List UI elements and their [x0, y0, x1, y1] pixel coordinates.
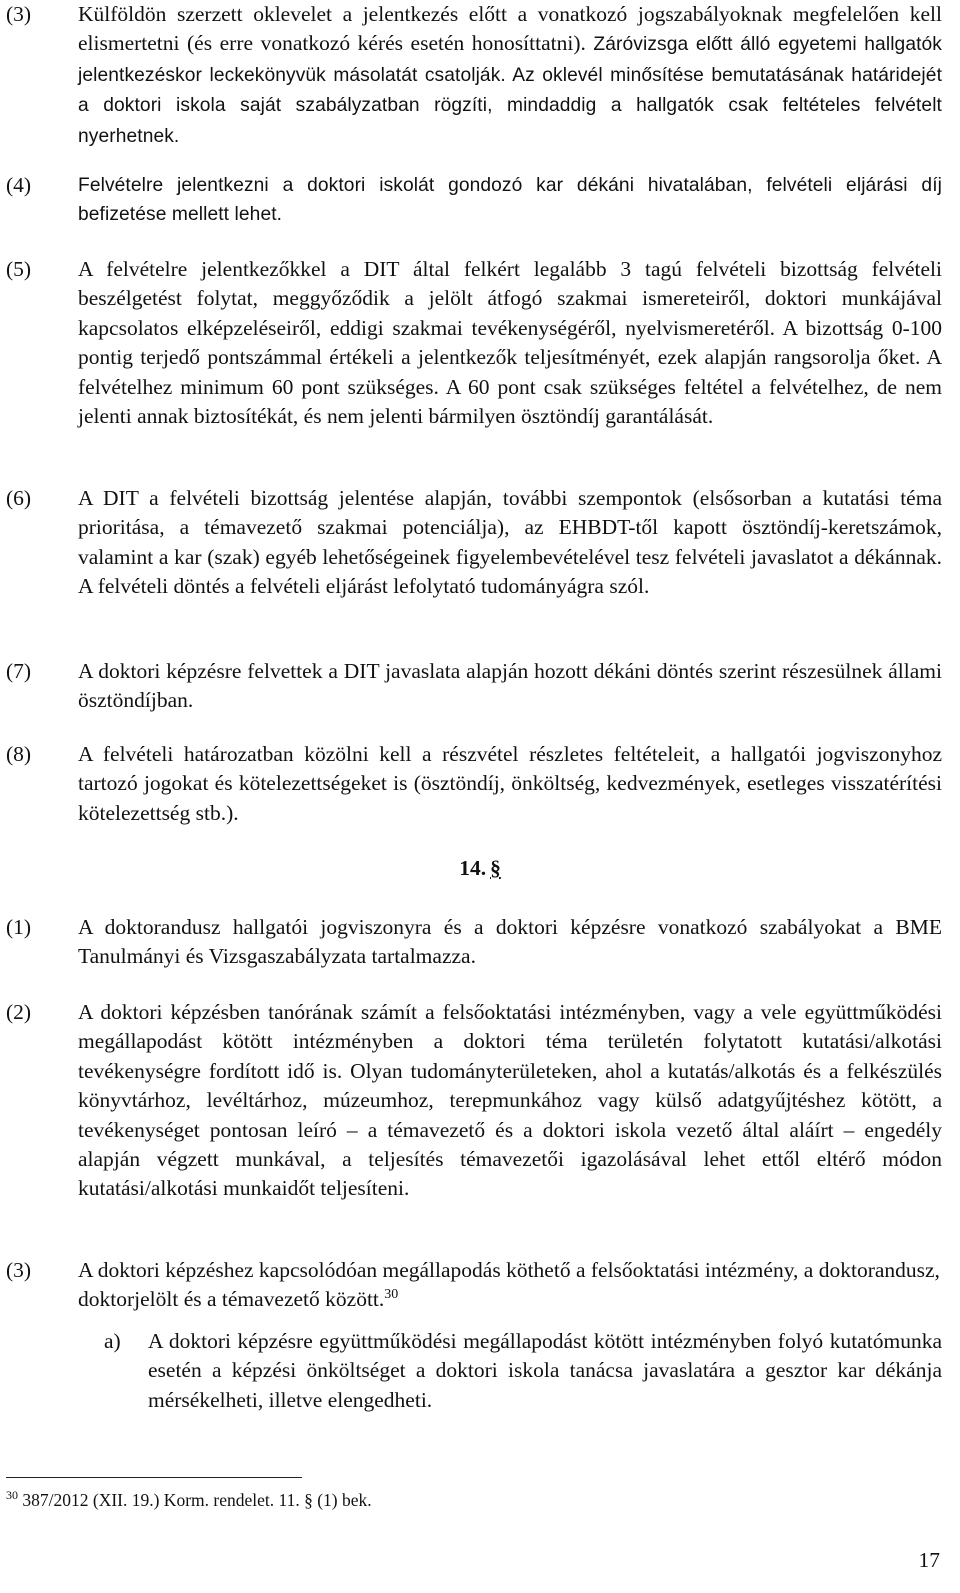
- paragraph-6: [6, 484, 942, 602]
- paragraph-number: (3): [6, 1258, 32, 1282]
- footnote-text: 387/2012 (XII. 19.) Korm. rendelet. 11. § (1) bek.: [18, 1490, 372, 1510]
- paragraph-text: A felvételre jelentkezőkkel a DIT által felkért legalább 3 tagú felvételi bizottság felvételi beszélgetést folytat, meggyőződik a jelölt átfogó szakmai ismereteiről, doktori munkájával kapcsolatos elképzeléseiről, eddigi szakmai tevékenységéről, nyelvismeretéről. A bizottság 0-100 pontig terjedő pontszámmal értékeli a jelentkezők teljesítményét, ezek alapján rangsorolja őket. A felvételhez minimum 60 pont szükséges. A 60 pont csak szükséges feltétel a felvételhez, de nem jelenti annak biztosítékát, és nem jelenti bármilyen ösztöndíj garantálását.: [78, 257, 942, 429]
- paragraph-4: [6, 171, 942, 230]
- footnote-separator: [6, 1477, 302, 1478]
- paragraph-number: (8): [6, 742, 32, 766]
- paragraph-number: (7): [6, 659, 32, 683]
- section-heading: [0, 854, 960, 883]
- paragraph-text-body: A doktori képzéshez kapcsolódóan megállapodás köthető a felsőoktatási intézmény, a doktorandusz, doktorjelölt és a témavezető között.: [78, 1258, 940, 1312]
- paragraph-7: [6, 657, 942, 716]
- section-number: 14.: [459, 856, 487, 880]
- footnote-reference[interactable]: 30: [384, 1287, 399, 1303]
- subitem-label: a): [104, 1329, 121, 1353]
- subitem-a: [104, 1327, 942, 1415]
- subitem-text: A doktori képzésre együttműködési megállapodást kötött intézményben folyó kutatómunka esetén a képzési önköltséget a doktori iskola tanácsa javaslatára a gesztor kar dékánja mérsékelheti, illetve elengedheti.: [148, 1329, 942, 1412]
- paragraph-text: A DIT a felvételi bizottság jelentése alapján, további szempontok (elsősorban a kutatási téma prioritása, a témavezető szakmai potenciálja), az EHBDT-től kapott ösztöndíj-keretszámok, valamint a kar (szak) egyéb lehetőségeinek figyelembevételével tesz felvételi javaslatot a dékánnak. A felvételi döntés a felvételi eljárást lefolytató tudományágra szól.: [78, 486, 942, 599]
- paragraph-text: A doktori képzésben tanórának számít a felsőoktatási intézményben, vagy a vele együttműködési megállapodást kötött intézményben a doktori téma területén folytatott kutatási/alkotási tevékenységre fordított idő is. Olyan tudományterületeken, ahol a kutatás/alkotás és a felkészülés könyvtárhoz, levéltárhoz, múzeumhoz, terepmunkához vagy külső adatgyűjtéshez kötött, a tevékenységet pontosan leíró – a témavezető és a doktori iskola vezető által aláírt – engedély alapján végzett munkával, a teljesítés témavezetői igazolásával lehet ettől eltérő módon kutatási/alkotási munkaidőt teljesíteni.: [78, 1000, 942, 1201]
- paragraph-number: (1): [6, 915, 32, 939]
- paragraph-3-top: [6, 0, 942, 151]
- paragraph-number: (5): [6, 257, 32, 281]
- paragraph-1: [6, 913, 942, 972]
- footnote-number: 30: [6, 1488, 18, 1502]
- page-number: 17: [918, 1548, 940, 1572]
- paragraph-text: [78, 0, 942, 151]
- section-sign: §: [490, 856, 501, 880]
- paragraph-number: (3): [6, 2, 32, 26]
- footnote: [6, 1489, 372, 1511]
- paragraph-text-part-b: Záróvizsga előtt álló egyetemi hallgatók jelentkezéskor leckekönyvük másolatát csatolják. Az oklevél minősítése bemutatásának határidejét a doktori iskola saját szabályzatban rögzíti, mindaddig a hallgatók csak feltételes felvételt nyerhetnek.: [78, 34, 942, 147]
- paragraph-text: Felvételre jelentkezni a doktori iskolát gondozó kar dékáni hivatalában, felvételi eljárási díj befizetése mellett lehet.: [78, 175, 942, 226]
- paragraph-number: (6): [6, 486, 32, 510]
- paragraph-2: [6, 998, 942, 1204]
- paragraph-number: (4): [6, 173, 32, 197]
- paragraph-text: A doktori képzésre felvettek a DIT javaslata alapján hozott dékáni döntés szerint részesülnek állami ösztöndíjban.: [78, 659, 942, 713]
- paragraph-text-part-a: Külföldön szerzett oklevelet a jelentkezés előtt a vonatkozó jogszabályoknak megfelelően kell elismertetni (és erre vonatkozó kérés esetén honosíttatni).: [78, 2, 942, 56]
- paragraph-3-bottom: [6, 1256, 942, 1315]
- paragraph-8: [6, 740, 942, 828]
- paragraph-5: [6, 255, 942, 431]
- paragraph-text: A felvételi határozatban közölni kell a részvétel részletes feltételeit, a hallgatói jogviszonyhoz tartozó jogokat és kötelezettségeket is (ösztöndíj, önköltség, kedvezmények, esetleges visszatérítési kötelezettség stb.).: [78, 742, 942, 825]
- paragraph-text: A doktorandusz hallgatói jogviszonyra és a doktori képzésre vonatkozó szabályokat a BME Tanulmányi és Vizsgaszabályzata tartalmazza.: [78, 915, 942, 969]
- paragraph-number: (2): [6, 1000, 32, 1024]
- paragraph-text: [78, 1256, 942, 1315]
